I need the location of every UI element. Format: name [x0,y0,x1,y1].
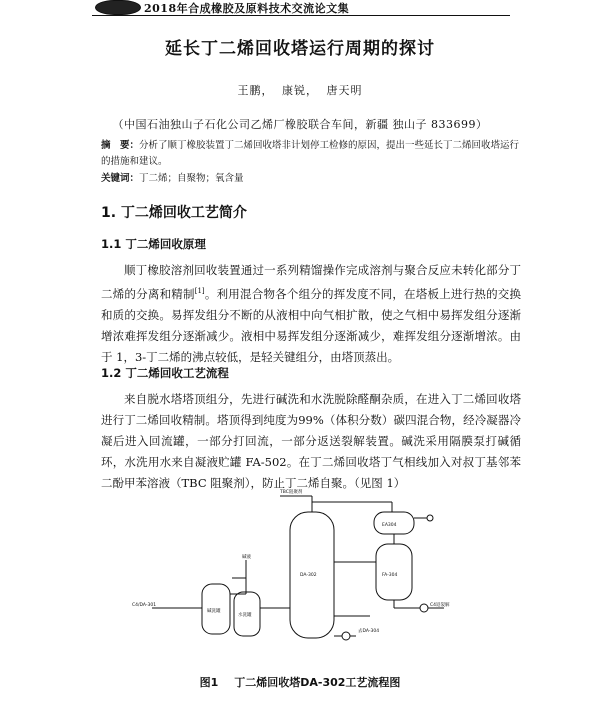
journal-logo [95,0,141,15]
label-column: DA-302 [300,573,317,578]
reflux-drum-fa304 [376,544,412,600]
keywords [101,172,521,186]
abstract [101,138,521,170]
figure-number: 图1 [199,676,219,689]
abstract-text: 分析了顺丁橡胶装置丁二烯回收塔非计划停工检修的原因，提出一些延长丁二烯回收塔运行的措施和建议。 [101,140,520,167]
section-1-2-paragraph: 来自脱水塔塔顶组分，先进行碱洗和水洗脱除醛酮杂质，在进入丁二烯回收塔进行丁二烯回收精制。塔顶得到纯度为99%（体积分数）碳四混合物，经冷凝器冷凝后进入回流罐，一部分打回流，一部分返送裂解装置。碱洗采用隔膜泵打碱循环，水洗用水来自凝液贮罐 FA-502。在丁二烯回收塔丁气相线加入对叔丁基邻苯二酚甲苯溶液（TBC 阻聚剂），防止丁二烯自聚。（见图 1） [101,392,521,490]
label-bottom: 去DA-304 [358,629,380,634]
label-caustic-line: 碱液 [242,555,251,560]
figure-caption-text: 丁二烯回收塔DA-302工艺流程图 [234,676,401,689]
paper-authors: 王鹏， 康锐， 唐天明 [237,84,363,97]
section-1-2-heading: 1.2 丁二烯回收工艺流程 [101,366,229,380]
label-tbc: TBC阻聚剂 [280,490,303,495]
citation-ref: [1] [194,287,205,295]
figure-caption [0,674,600,690]
section-1-1-text-a: 顺丁橡胶溶剂回收装置通过一系列精馏操作完成溶剂与聚合反应未转化部分丁二烯的分离和精制 [101,263,521,301]
label-drum: FA-304 [382,573,398,578]
return-pump [420,604,428,612]
paper-affiliation: （中国石油独山子石化公司乙烯厂橡胶联合车间，新疆 独山子 833699） [112,118,488,131]
section-1-1-heading: 1.1 丁二烯回收原理 [101,237,206,251]
paper-title: 延长丁二烯回收塔运行周期的探讨 [165,39,435,59]
section-1-1-paragraph [101,260,521,368]
abstract-label: 摘 要： [101,140,140,151]
header-rule [92,15,510,16]
label-feed: C4/DA-301 [132,603,157,608]
keywords-text: 丁二烯；自聚物；氧含量 [139,173,244,184]
keywords-label: 关键词： [101,173,140,184]
bottoms-pump [342,632,350,640]
label-condenser: EA304 [382,523,397,528]
vent-valve [427,515,433,521]
section-1-heading: 1. 丁二烯回收工艺简介 [101,205,247,221]
running-header: 2018年合成橡胶及原料技术交流论文集 [144,2,350,15]
label-caustic-tank: 碱洗罐 [207,609,221,614]
label-water-tank: 水洗罐 [238,613,252,618]
label-return: C4返裂解 [430,603,450,608]
process-flow-diagram [130,486,470,646]
section-1-1-text-b: 。利用混合物各个组分的挥发度不同，在塔板上进行热的交换和质的交换。易挥发组分不断的从液相中向气相扩散，使之气相中易挥发组分逐渐增浓难挥发组分逐渐减少。液相中易挥发组分逐渐减少，难挥发组分逐渐增浓。由于 1，3-丁二烯的沸点较低，是轻关键组分，由塔顶蒸出。 [101,286,521,364]
